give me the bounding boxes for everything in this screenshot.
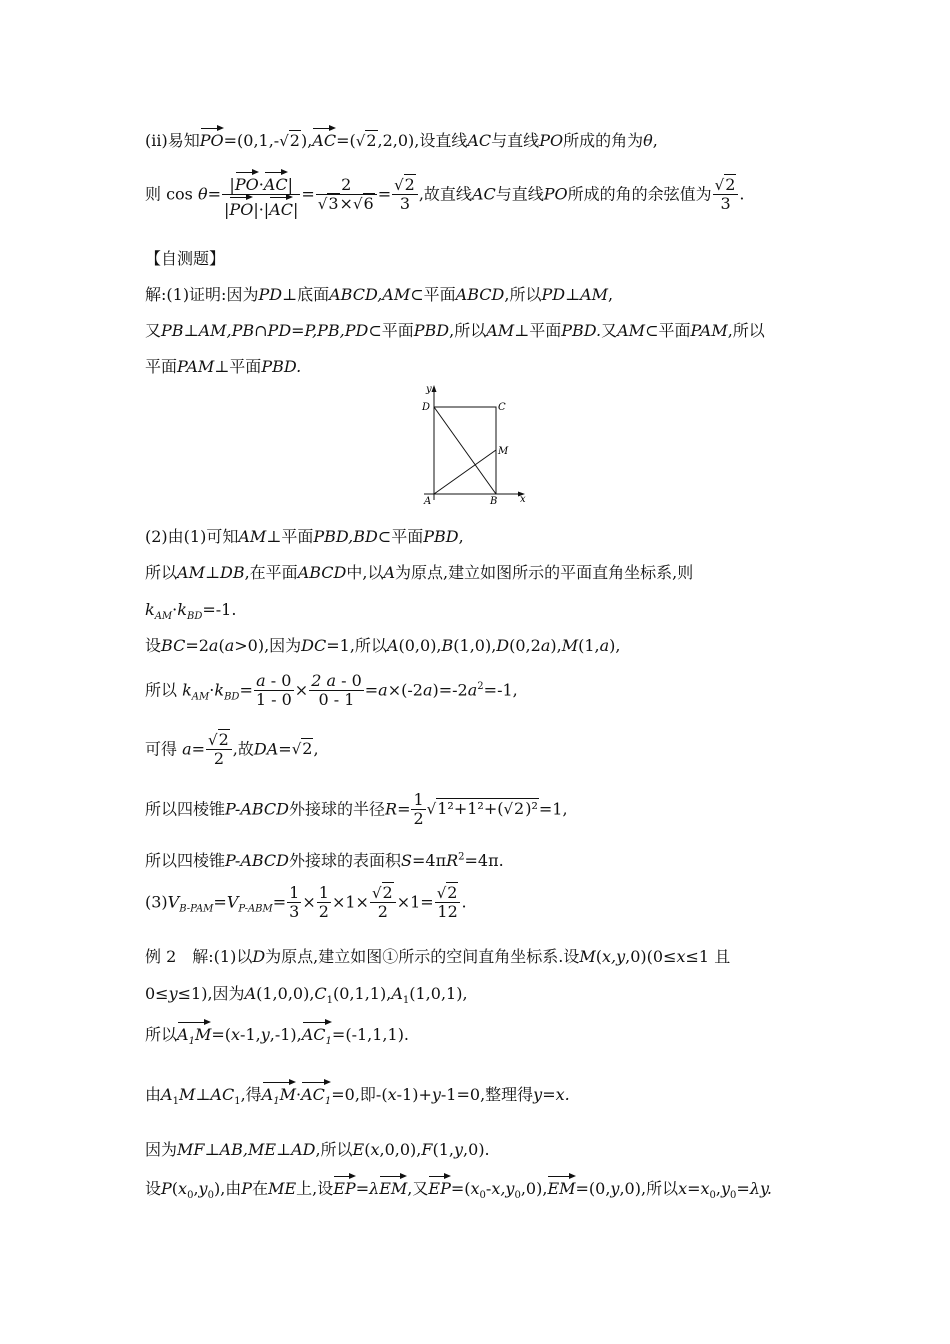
label-y: y (426, 384, 432, 395)
example2-line-2: 0≤y≤1),因为$A(1,0,0),C_1(0,1,1),A_1(1,0,1)$, (145, 984, 468, 1007)
label-x: x (520, 494, 526, 505)
solve-a-line: 可得 a= $\frac{√2}{2}$ ,故DA=√2, (145, 730, 319, 769)
value-fraction: $\frac{2}{√3\times√6}$ (316, 176, 377, 214)
label-a: A (424, 496, 432, 507)
label-b: B (490, 496, 498, 507)
cos-theta-line: 则 cos θ= $\frac{|PO\cdot AC|}{|PO|\cdot|AC|}$ = $\frac{2}{√3\times√6}$ = $\frac{√2}{3}$ ,故直线AC与直线PO所成的角的余弦值为 $\frac{√2}{3}$ . (145, 170, 745, 220)
answer-fraction: $\frac{√2}{3}$ (713, 176, 739, 214)
slope-calculation-line: 所以 $k_{AM}\cdot k_{BD}=$ $\frac{a - 0}{1 - 0}$ × $\frac{2 a - 0}{0 - 1}$ $=a\times(-2a)=-2a^2=-1$, (145, 671, 518, 710)
mf-me-line: 因为MF⊥AB,ME⊥AD,所以E(x,0,0),F(1,y,0). (145, 1140, 490, 1159)
coordinate-figure (420, 382, 532, 510)
y-axis-arrow (432, 385, 437, 392)
example2-line-1: 例 2 解:(1)以D为原点,建立如图①所示的空间直角坐标系.设M(x,y,0)(0≤x≤1 且 (145, 947, 731, 966)
vector-ac: AC (312, 126, 336, 150)
point-p-line: 设$P(x_0,y_0)$,由P在ME上,设EP=λEM,又$EP=(x_0-x,y_0,0),EM=(0,y,0)$,所以$x=x_0,y_0=\lambda y$. (145, 1174, 772, 1198)
part2-line-1: (2)由(1)可知AM⊥平面PBD,BD⊂平面PBD, (145, 527, 464, 546)
label-d: D (422, 402, 431, 413)
sqrt-2: √2 (355, 131, 377, 150)
volume-line: $(3)V_{B-PAM}=V_{P-ABM}=$ $\frac{1}{3}$ × $\frac{1}{2}$ ×1× $\frac{√2}{2}$ ×1= $\frac{√2}{12}$ . (145, 883, 467, 922)
vector-po: PO (200, 126, 224, 150)
proof-line-1: 解:(1)证明:因为PD⊥底面ABCD,AM⊂平面ABCD,所以PD⊥AM, (145, 285, 614, 304)
proof-line-2: 又PB⊥AM,PB∩PD=P,PB,PD⊂平面PBD,所以AM⊥平面PBD.又AM⊂平面PAM,所以 (145, 321, 765, 340)
self-test-heading: 【自测题】 (145, 249, 226, 268)
segment-db (434, 407, 496, 494)
label-c: C (498, 402, 506, 413)
surface-area-line: 所以四棱锥P-ABCD外接球的表面积$S=4\pi R^2=4\pi$. (145, 851, 504, 870)
slope-product-line: $k_{AM}\cdot k_{BD}=-1$. (145, 600, 237, 623)
part2-line-2: 所以AM⊥DB,在平面ABCD中,以A为原点,建立如图所示的平面直角坐标系,则 (145, 563, 694, 582)
cos-fraction: $\frac{|PO\cdot AC|}{|PO|\cdot|AC|}$ (222, 170, 300, 220)
perpendicular-line: 由$A_1M\perp AC_1$,得$A_1M\cdot AC_1=0$,即-(x-1)+y-1=0,整理得y=x. (145, 1080, 570, 1104)
example2-vectors-line: 所以$A_1M=(x-1,y,-1),AC_1=(-1,1,1)$. (145, 1020, 409, 1044)
radius-line: 所以四棱锥P-ABCD外接球的半径R= $\frac{1}{2}$ √1²+1²+(√2)²=1, (145, 790, 568, 829)
label-m: M (498, 446, 509, 457)
line-ii: (ii)易知PO=(0,1,-√2),AC=(√2,2,0),设直线AC与直线PO所成的角为θ, (145, 126, 658, 150)
result-fraction: $\frac{√2}{3}$ (392, 176, 418, 214)
vector-a1m: $A_1M$ (177, 1020, 211, 1044)
vector-ac1: $AC_1$ (302, 1020, 332, 1044)
coordinates-line: 设BC=2a(a>0),因为DC=1,所以A(0,0),B(1,0),D(0,2a),M(1,a), (145, 636, 621, 655)
segment-am (434, 450, 496, 494)
sqrt-2: √2 (279, 131, 300, 150)
proof-line-3: 平面PAM⊥平面PBD. (145, 357, 302, 376)
